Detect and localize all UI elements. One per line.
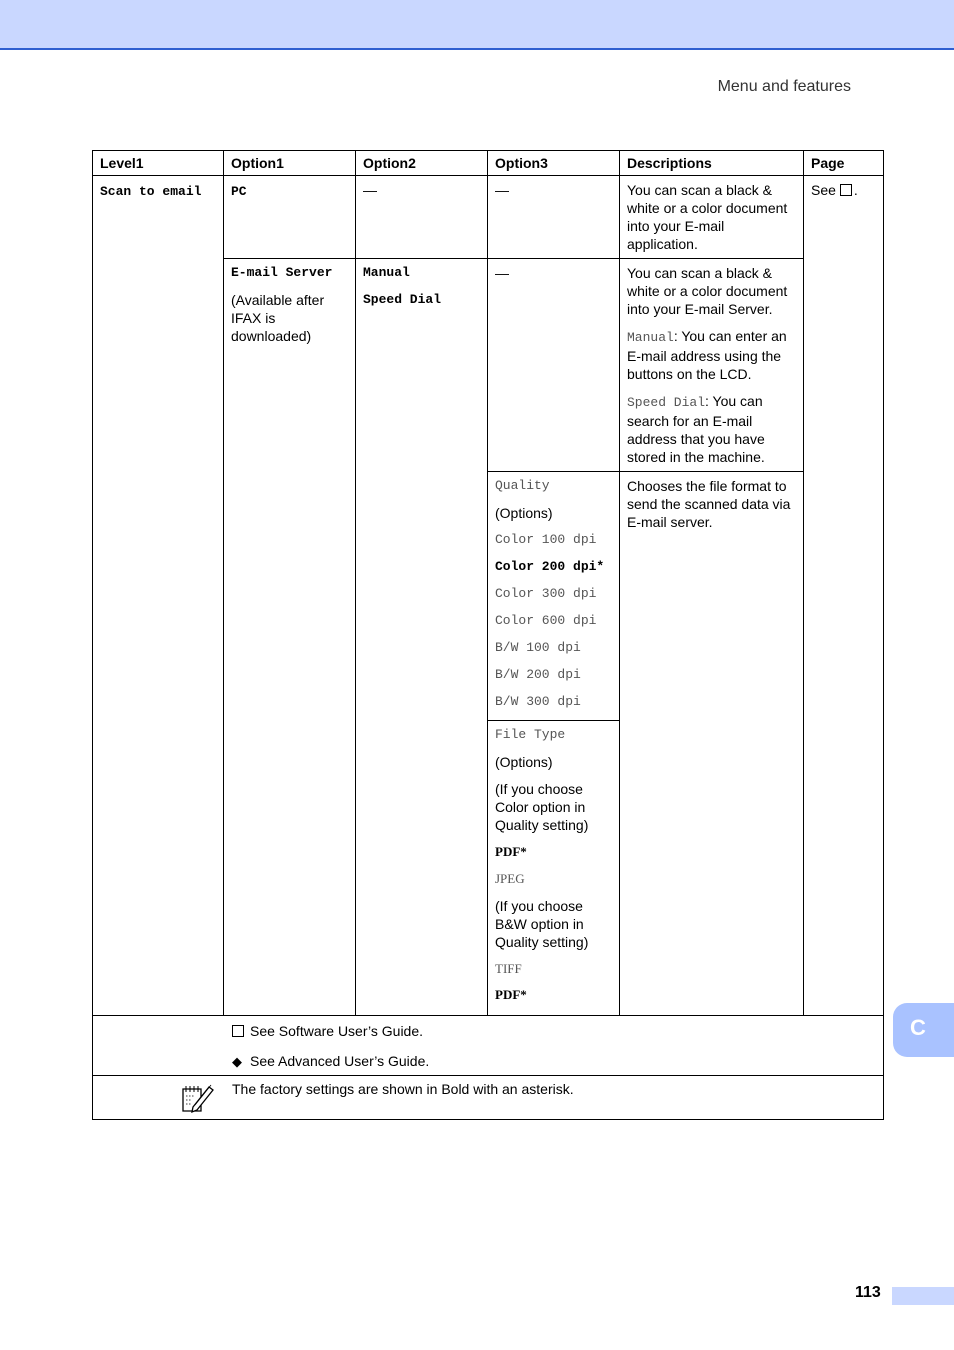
option2-server-cell [356, 259, 488, 1016]
quality-option-default: Color 200 dpi* [495, 559, 605, 574]
option1-pc-cell [224, 176, 356, 259]
option2-manual: Manual [363, 265, 410, 280]
option1-email-server-cell [224, 259, 356, 1016]
option2-pc-cell [356, 176, 488, 259]
option2-speed-dial: Speed Dial [363, 292, 442, 307]
description-pc: You can scan a black & white or a color document into your E-mail application. [627, 182, 788, 252]
header-option1: Option1 [224, 151, 356, 176]
chapter-letter: C [910, 1015, 926, 1040]
description-quality-cell [620, 472, 804, 1016]
option1-email-server: E-mail Server [231, 265, 333, 280]
description-speed-dial-text: : You can search for an E-mail address that you have stored in the machine. [627, 393, 765, 465]
page-number-bar [892, 1287, 954, 1305]
software-guide-legend [232, 1022, 877, 1040]
option3-server-cell [488, 259, 620, 472]
file-type-option: TIFF [495, 961, 522, 976]
option3-server-dash: — [495, 265, 509, 281]
quality-label: Quality [495, 478, 550, 493]
file-type-options-label: (Options) [495, 754, 553, 770]
top-banner [0, 0, 954, 50]
description-speed-dial-label: Speed Dial [627, 395, 706, 410]
description-pc-cell [620, 176, 804, 259]
file-type-bw-note: (If you choose B&W option in Quality setting) [495, 898, 589, 950]
option3-pc-dash: — [495, 182, 509, 198]
diamond-icon: ◆ [232, 1054, 242, 1069]
file-type-color-note: (If you choose Color option in Quality setting) [495, 781, 589, 833]
quality-option: B/W 300 dpi [495, 694, 581, 709]
description-manual-text: : You can enter an E-mail address using the buttons on the LCD. [627, 328, 787, 382]
software-guide-square-icon [840, 184, 852, 196]
level1-scan-to-email: Scan to email [100, 184, 202, 199]
description-manual-label: Manual [627, 330, 674, 345]
description-manual [627, 327, 797, 383]
legend-row [93, 1016, 884, 1076]
note-cell [93, 1076, 884, 1120]
page-see-suffix: . [853, 182, 858, 198]
option3-file-type-cell [488, 721, 620, 1016]
table-row [93, 176, 884, 259]
page-header-title: Menu and features [717, 78, 851, 95]
file-type-option-default: PDF* [495, 844, 527, 859]
page-number: 113 [855, 1284, 881, 1301]
quality-option: B/W 200 dpi [495, 667, 581, 682]
description-speed-dial [627, 392, 797, 466]
chapter-side-tab [893, 1003, 954, 1057]
description-server-cell [620, 259, 804, 472]
option3-pc-cell [488, 176, 620, 259]
square-icon [232, 1025, 244, 1037]
option3-quality-cell [488, 472, 620, 721]
note-pencil-icon [179, 1081, 215, 1117]
menu-table [92, 150, 884, 1120]
header-level1: Level1 [93, 151, 224, 176]
quality-option: B/W 100 dpi [495, 640, 581, 655]
header-descriptions: Descriptions [620, 151, 804, 176]
advanced-guide-legend [232, 1052, 877, 1071]
file-type-label: File Type [495, 727, 566, 742]
file-type-option-default: PDF* [495, 987, 527, 1002]
header-option3: Option3 [488, 151, 620, 176]
option2-pc-dash: — [363, 182, 377, 198]
level1-cell [93, 176, 224, 1016]
page-see-prefix: See [811, 182, 836, 198]
advanced-guide-text: See Advanced User’s Guide. [250, 1053, 430, 1069]
option1-email-server-note: (Available after IFAX is downloaded) [231, 292, 325, 344]
header-page: Page [804, 151, 884, 176]
legend-cell [93, 1016, 884, 1076]
quality-option: Color 100 dpi [495, 532, 597, 547]
option1-pc: PC [231, 184, 247, 199]
header-option2: Option2 [356, 151, 488, 176]
description-quality: Chooses the file format to send the scanned data via E-mail server. [627, 478, 791, 530]
note-text: The factory settings are shown in Bold with an asterisk. [232, 1081, 574, 1097]
page-cell [804, 176, 884, 1016]
file-type-option: JPEG [495, 871, 525, 886]
note-row [93, 1076, 884, 1120]
software-guide-text: See Software User’s Guide. [250, 1023, 424, 1039]
table-header-row [93, 151, 884, 176]
quality-option: Color 600 dpi [495, 613, 597, 628]
quality-options-label: (Options) [495, 505, 553, 521]
quality-option: Color 300 dpi [495, 586, 597, 601]
description-server: You can scan a black & white or a color document into your E-mail Server. [627, 265, 788, 317]
